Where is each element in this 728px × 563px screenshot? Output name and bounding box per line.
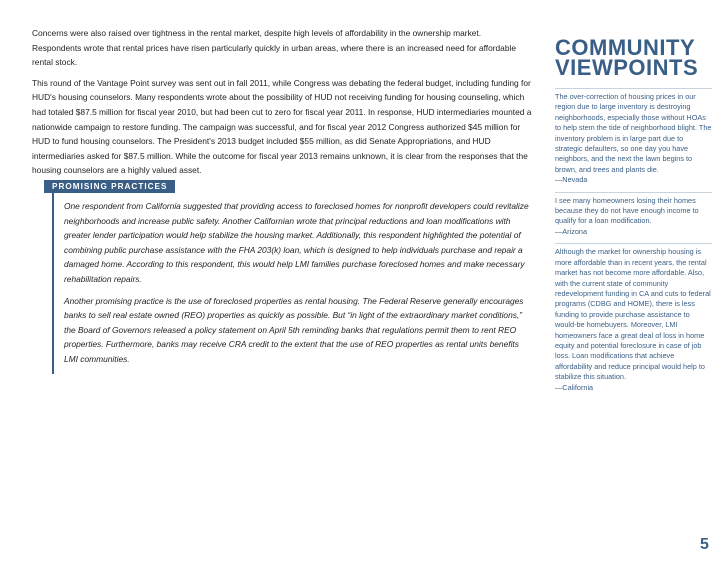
promising-practices-box [52,182,534,374]
sidebar-title [555,35,712,80]
quote-source: —Arizona [555,226,588,236]
quote-source: —California [555,382,594,392]
quote-source: —Nevada [555,175,588,185]
main-text [32,26,532,184]
practice-paragraph-rental-housing: Another promising practice is the use of foreclosed properties as rental housing. The Federal Reserve generally encourages banks to sell real estate owned (REO) properties as quickly as possible. But “in light of the extraordinary market conditions,” the Board of Governors released a policy statement on April 5th reminding banks that regulations permit them to rent REO properties. Furthermore, banks may receive CRA credit to the extent that the use of REO properties as rental units benefits LMI communities. [64,295,524,364]
quote-nevada [555,88,712,186]
paragraph-survey-funding: This round of the Vantage Point survey was sent out in fall 2011, while Congress was debating the federal budget, including funding for HUD's housing counselors. Many respondents wrote about the possibility of HUD not receiving funding for housing counseling, which had totaled $87.5 million for fiscal year 2010, but had been cut to zero for fiscal year 2011. In response, HUD intermediaries mounted a nationwide campaign to restore funding. The campaign was successful, and for fiscal year 2012 Congress authorized $45 million for HUD to fund housing counselors. The President's 2013 budget included $55 million, as did Senate Appropriations, and HUD intermediaries asked for $87.5 million. While the outcome for fiscal year 2013 remains unknown, it is clear from the responses that the housing counselors are a highly valued asset. [32,77,532,176]
quote-text: I see many homeowners losing their homes because they do not have enough income to qualify for a loan modification. [555,195,699,226]
community-viewpoints-sidebar [555,35,712,399]
quote-california [555,243,712,393]
practice-paragraph-california: One respondent from California suggested that providing access to foreclosed homes for nonprofit developers could revitalize neighborhoods and increase public safety. Another Californian wrote that principal reductions and loan modifications with greater lender participation would help stabilize the housing market. Additionally, this respondent highlighted the potential of combining public purchase assistance with the FHA 203(k) loan, which is designed to help individuals purchase and repair a damaged home. According to this respondent, this would help LMI families purchase foreclosed homes and make necessary rehabilitation repairs. [64,201,529,284]
promising-practices-heading: PROMISING PRACTICES [44,180,175,193]
sidebar-title-line2: VIEWPOINTS [555,55,699,80]
quote-text: Although the market for ownership housing is more affordable than in recent years, the rental market has not become more affordable. Also, with the current state of community redevelopment funding in CA and cuts to federal programs (CDBG and HOME), there is less funding to provide purchase assistance to would-be homebuyers. Moreover, LMI homeowners face a great deal of loss in home equity and potential foreclosure in case of job loss. Loan modifications that achieve affordability and reduce principal would help to stabilize this situation. [555,247,711,382]
sidebar-title-line1: COMMUNITY [555,35,696,60]
page-number: 5 [700,536,709,553]
quote-text: The over-correction of housing prices in our region due to large inventory is destroying neighborhoods, especially those without HOAs to help stem the tide of neighborhood blight. The inventory problem is in large part due to strategic defaulters, so one day you have neighbors, and the next the lawn begins to brown, and trees and plants die. [555,92,712,174]
quote-arizona [555,192,712,238]
paragraph-rental-market: Concerns were also raised over tightness in the rental market, despite high levels of affordability in the ownership market. Respondents wrote that rental prices have risen particularly quickly in urban areas, where there is an increased need for affordable rental stock. [32,28,517,68]
